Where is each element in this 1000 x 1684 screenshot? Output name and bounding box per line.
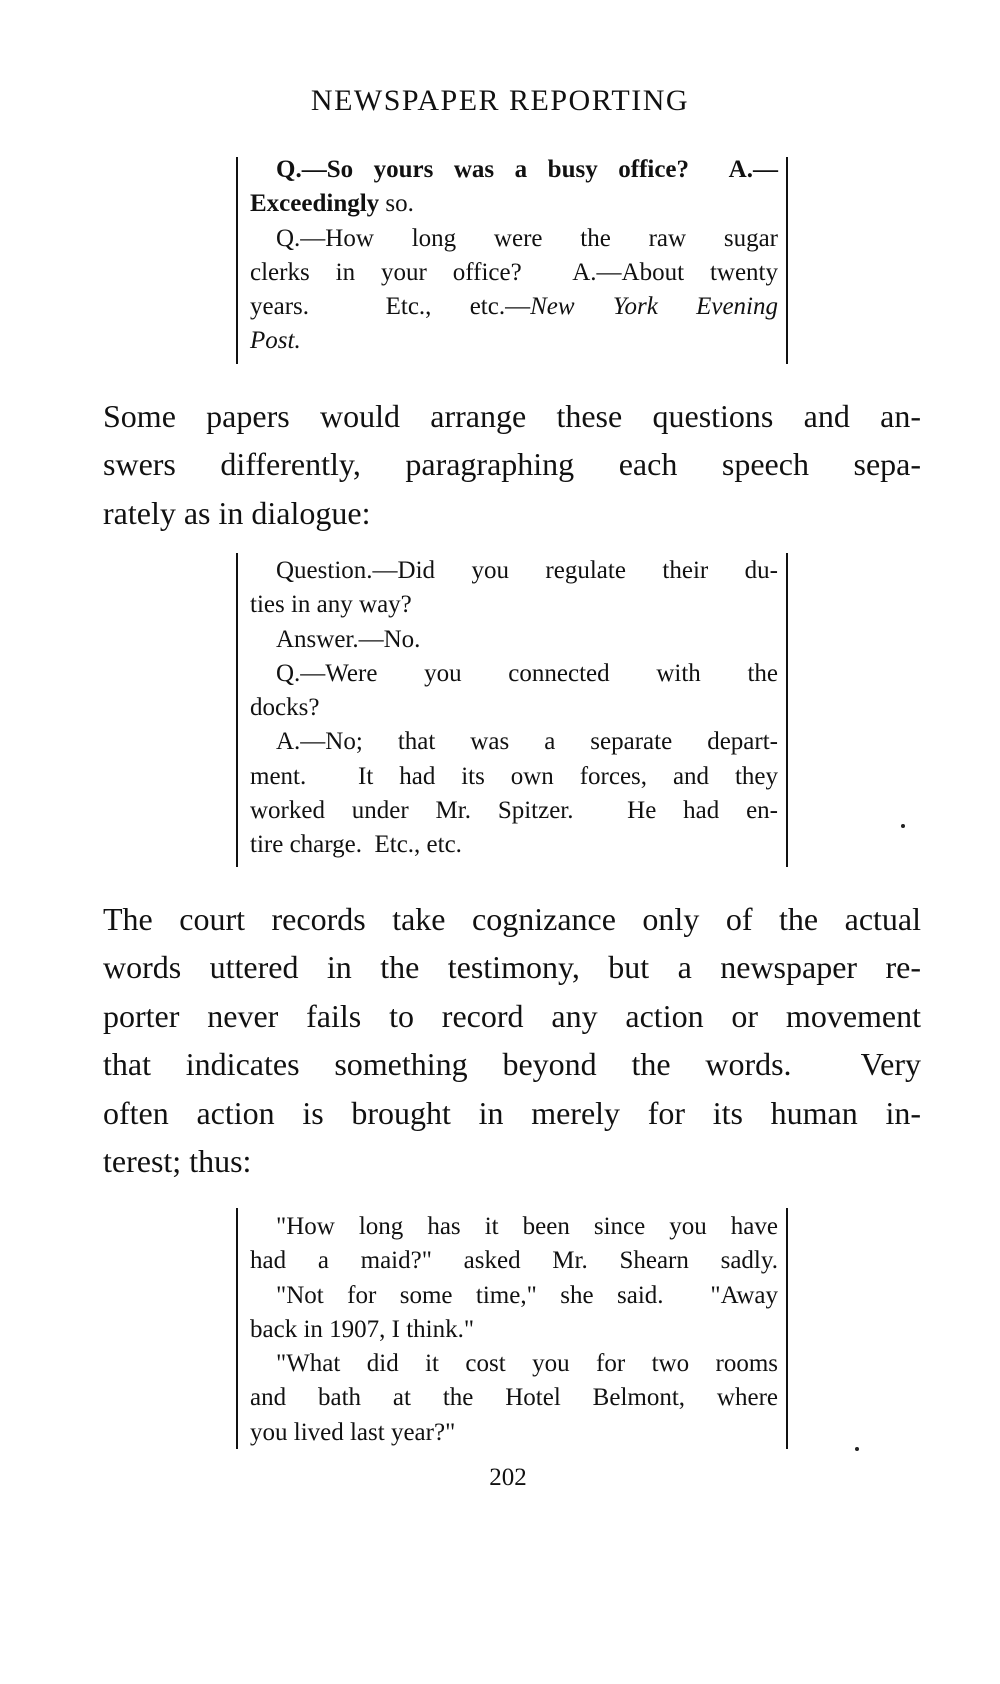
italic-text: New York Evening [530,293,778,321]
text-line [250,1347,778,1381]
text-line [250,554,778,588]
text-line [250,725,778,759]
text-segment: "Not for some time," she said. "Away [276,1281,778,1309]
text-line [250,760,778,794]
text-segment: so. [379,190,414,218]
text-segment: and bath at the Hotel Belmont, where [250,1384,778,1412]
text-line [250,153,778,187]
running-head: NEWSPAPER REPORTING [310,84,690,117]
text-line [250,222,778,256]
text-line [103,895,921,943]
text-segment: Q.—Were you connected with the [276,659,778,687]
text-line [250,1313,778,1347]
text-segment: porter never fails to record any action or movement [103,997,921,1034]
text-line [250,657,778,691]
text-segment: swers differently, paragraphing each speech sepa- [103,446,921,483]
text-segment: Q.—How long were the raw sugar [276,224,778,252]
text-line [250,588,778,622]
text-segment: had a maid?" asked Mr. Shearn sadly. [250,1247,778,1275]
text-line [103,943,921,991]
text-segment: The court records take cognizance only of the actual [103,901,921,937]
text-line [103,440,921,488]
quoted-testimony-1 [236,157,788,364]
text-line [103,1089,921,1137]
text-segment: terest; thus: [103,1143,252,1180]
text-line [250,1210,778,1244]
text-segment: A.—No; that was a separate depart- [276,728,778,756]
text-segment: words uttered in the testimony, but a newspaper re- [103,949,921,986]
page-number: 202 [489,1464,527,1491]
text-segment: docks? [250,694,320,722]
text-line [250,256,778,290]
text-segment: Some papers would arrange these questions and an- [103,398,921,434]
text-segment: "How long has it been since you have [276,1213,778,1240]
text-line [103,992,921,1040]
text-segment: tire charge. Etc., etc. [250,831,462,859]
text-line [250,324,778,358]
text-line [250,1244,778,1278]
text-segment: Answer.—No. [276,625,421,653]
text-line [250,691,778,725]
text-line [250,794,778,828]
quoted-testimony-3 [236,1208,788,1449]
text-segment: often action is brought in merely for its human in- [103,1094,921,1131]
text-line [250,828,778,862]
text-line [250,290,778,324]
text-segment: worked under Mr. Spitzer. He had en- [250,797,778,825]
body-paragraph-2 [103,895,921,1185]
text-line [250,1279,778,1313]
text-line [103,1137,921,1185]
text-line [250,187,778,221]
text-line [103,1040,921,1088]
scan-speck [901,824,905,828]
text-segment: Question.—Did you regulate their du- [276,557,778,584]
text-segment: ties in any way? [250,591,412,619]
text-segment: years. Etc., etc.— [250,293,531,321]
text-segment: that indicates something beyond the words. Very [103,1046,921,1083]
text-line [103,489,921,537]
text-segment: rately as in dialogue: [103,494,371,531]
text-segment: you lived last year?" [250,1418,456,1446]
body-paragraph-1 [103,392,921,537]
scan-speck [855,1447,859,1451]
text-segment: ment. It had its own forces, and they [250,762,778,790]
text-line [250,1381,778,1415]
text-segment: clerks in your office? A.—About twenty [250,258,778,286]
bold-text: Q.—So yours was a busy office? A.— [276,156,778,183]
text-segment: back in 1907, I think." [250,1315,475,1343]
italic-text: Post. [250,327,301,355]
bold-text: Exceedingly [250,190,380,218]
text-segment: "What did it cost you for two rooms [276,1350,778,1378]
text-line [250,623,778,657]
text-line [250,1416,778,1450]
quoted-testimony-2 [236,553,788,867]
text-line [103,392,921,440]
